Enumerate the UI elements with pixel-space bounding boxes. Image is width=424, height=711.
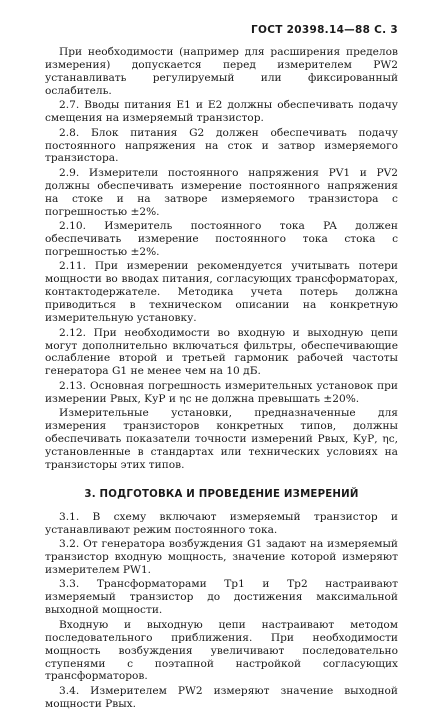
section-3	[45, 511, 398, 711]
paragraph: 2.12. При необходимости во входную и выходную цепи могут дополнительно включаться фильтры, обеспечивающие ослабление второй и третьей гармоник рабочей частоты генератора G1 не менее чем на 10 дБ.	[45, 326, 398, 378]
paragraph: 3.3. Трансформаторами Тр1 и Тр2 настраивают измеряемый транзистор до достижения максимальной выходной мощности.	[45, 578, 398, 617]
paragraph: 2.13. Основная погрешность измерительных установок при измерении Pвых, KуР и ηс не должна превышать ±20%.	[45, 379, 398, 405]
paragraph: 3.4. Измерителем PW2 измеряют значение выходной мощности Pвых.	[45, 684, 398, 710]
paragraph: 2.11. При измерении рекомендуется учитывать потери мощности во вводах питания, согласующих трансформаторах, контактодержателе. Методика учета потерь должна приводиться в техническом описании на конкретную измерительную установку.	[45, 260, 398, 325]
paragraph: 3.1. В схему включают измеряемый транзистор и устанавливают режим постоянного тока.	[45, 510, 398, 536]
paragraph: 2.8. Блок питания G2 должен обеспечивать подачу постоянного напряжения на сток и затвор измеряемого транзистора.	[45, 126, 398, 165]
paragraph: 2.9. Измерители постоянного напряжения PV1 и PV2 должны обеспечивать измерение постоянного напряжения на стоке и на затворе измеряемого транзистора с погрешностью ±2%.	[45, 166, 398, 218]
paragraph: 3.2. От генератора возбуждения G1 задают на измеряемый транзистор входную мощность, значение которой измеряют измерителем PW1.	[45, 538, 398, 576]
paragraph: При необходимости (например для расширения пределов измерения) допускается перед измерителем PW2 устанавливать регулируемый или фиксированный ослабитель.	[45, 46, 398, 97]
paragraph: Входную и выходную цепи настраивают методом последовательного приближения. При необходимости мощность возбуждения увеличивают последовательно ступенями с поэтапной настройкой согласующих трансформаторов.	[45, 618, 398, 683]
section-heading: 3. ПОДГОТОВКА И ПРОВЕДЕНИЕ ИЗМЕРЕНИЙ	[84, 488, 359, 500]
page-header: ГОСТ 20398.14—88 С. 3	[251, 24, 398, 36]
paragraph: 2.7. Вводы питания E1 и E2 должны обеспечивать подачу смещения на измеряемый транзистор.	[45, 99, 398, 125]
section-2-continuation	[45, 46, 398, 472]
paragraph: 2.10. Измеритель постоянного тока PA должен обеспечивать измерение постоянного тока стока с погрешностью ±2%.	[45, 220, 398, 258]
paragraph: Измерительные установки, предназначенные для измерения транзисторов конкретных типов, должны обеспечивать показатели точности измерений Pвых, KуР, ηс, установленные в стандартах или технических условиях на транзисторы этих типов.	[45, 407, 398, 471]
